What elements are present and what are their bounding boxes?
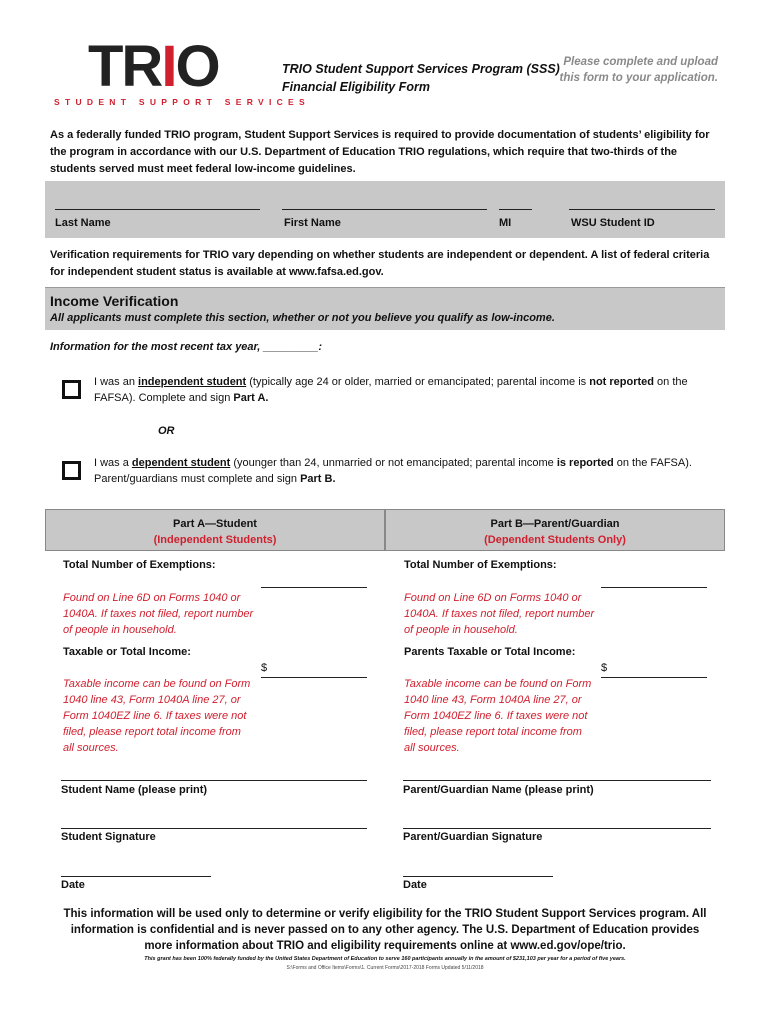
part-a-dollar-sign: $ (261, 662, 268, 674)
grant-statement: This grant has been 100% federally funded by the United States Department of Education to serve 160 participants annually in the amount of $231,103 per year for a period of five years. (144, 956, 626, 962)
first-name-label: First Name (284, 217, 341, 229)
last-name-label: Last Name (55, 217, 111, 229)
trio-logo: TRIO (88, 34, 219, 99)
part-a-income-label: Taxable or Total Income: (63, 646, 191, 658)
mi-input[interactable] (499, 195, 532, 210)
part-b-header: Part B—Parent/Guardian (Dependent Students Only) (385, 509, 725, 551)
part-b-income-input[interactable] (601, 663, 707, 678)
logo-subtitle: STUDENT SUPPORT SERVICES (54, 97, 310, 107)
file-path: S:\Forms and Office Items\Forms\1. Current Forms\2017-2018 Forms Updated 5/11/2018 (286, 965, 484, 971)
wsu-id-label: WSU Student ID (571, 217, 655, 229)
part-a-exemptions-input[interactable] (261, 575, 367, 588)
part-b-income-note: Taxable income can be found on Form 1040 line 43, Form 1040A line 27, or Form 1040EZ line 6. If taxes were not filed, please report total income from all sources. (404, 678, 592, 754)
parent-date-label: Date (403, 879, 427, 891)
part-b-exemptions-label: Total Number of Exemptions: (404, 559, 557, 571)
part-b-dollar-sign: $ (601, 662, 608, 674)
part-b-exemptions-note: Found on Line 6D on Forms 1040 or 1040A. If taxes not filed, report number of people in household. (404, 592, 595, 636)
tax-year-field[interactable]: Information for the most recent tax year, _________: (50, 341, 323, 353)
parent-signature-label: Parent/Guardian Signature (403, 831, 543, 843)
first-name-input[interactable] (282, 195, 487, 210)
part-a-income-input[interactable] (261, 663, 367, 678)
wsu-id-input[interactable] (569, 195, 715, 210)
part-b-income-label: Parents Taxable or Total Income: (404, 646, 576, 658)
student-date-input[interactable] (61, 862, 211, 877)
parent-name-input[interactable] (403, 766, 711, 781)
dependent-option: I was a dependent student (younger than 24, unmarried or not emancipated; parental income is reported on the FAFSA). Parent/guardians must complete and sign Part B. (94, 457, 692, 485)
verification-text: Verification requirements for TRIO vary depending on whether students are independent or dependent. A list of federal criteria for independent student status is available at www.fafsa.ed.gov. (50, 249, 710, 278)
part-a-exemptions-note: Found on Line 6D on Forms 1040 or 1040A. If taxes not filed, report number of people in household. (63, 592, 254, 636)
student-name-label: Student Name (please print) (61, 784, 208, 796)
student-signature-input[interactable] (61, 814, 367, 829)
student-name-input[interactable] (61, 766, 367, 781)
mi-label: MI (499, 217, 512, 229)
upload-note: Please complete and upload this form to your application. (559, 56, 718, 84)
confidentiality-statement: This information will be used only to determine or verify eligibility for the TRIO Student Support Services program. All information is confidential and is never passed on to any other agency. The U.S. Department of Education provides more information about TRIO and eligibility requirements online at www.ed.gov/ope/trio. (63, 908, 707, 952)
last-name-input[interactable] (55, 195, 260, 210)
or-divider: OR (158, 425, 175, 437)
part-a-header: Part A—Student (Independent Students) (45, 509, 385, 551)
parent-name-label: Parent/Guardian Name (please print) (403, 784, 594, 796)
student-signature-label: Student Signature (61, 831, 156, 843)
part-a-exemptions-label: Total Number of Exemptions: (63, 559, 216, 571)
independent-checkbox[interactable] (62, 380, 81, 399)
part-a-income-note: Taxable income can be found on Form 1040 line 43, Form 1040A line 27, or Form 1040EZ line 6. If taxes were not filed, please report total income from all sources. (63, 678, 251, 754)
dependent-checkbox[interactable] (62, 461, 81, 480)
income-subtitle: All applicants must complete this section, whether or not you believe you qualify as low-income. (50, 312, 555, 324)
parent-signature-input[interactable] (403, 814, 711, 829)
intro-paragraph: As a federally funded TRIO program, Student Support Services is required to provide documentation of students’ eligibility for the program in accordance with our U.S. Department of Education TRIO regulations, which require that two-thirds of the students served must meet federal low-income guidelines. (50, 129, 710, 175)
form-title: TRIO Student Support Services Program (SSS) Financial Eligibility Form (282, 62, 560, 94)
independent-option: I was an independent student (typically age 24 or older, married or emancipated; parental income is not reported on the FAFSA). Complete and sign Part A. (94, 376, 688, 404)
income-title: Income Verification (50, 293, 179, 309)
parent-date-input[interactable] (403, 862, 553, 877)
student-date-label: Date (61, 879, 85, 891)
part-b-exemptions-input[interactable] (601, 575, 707, 588)
